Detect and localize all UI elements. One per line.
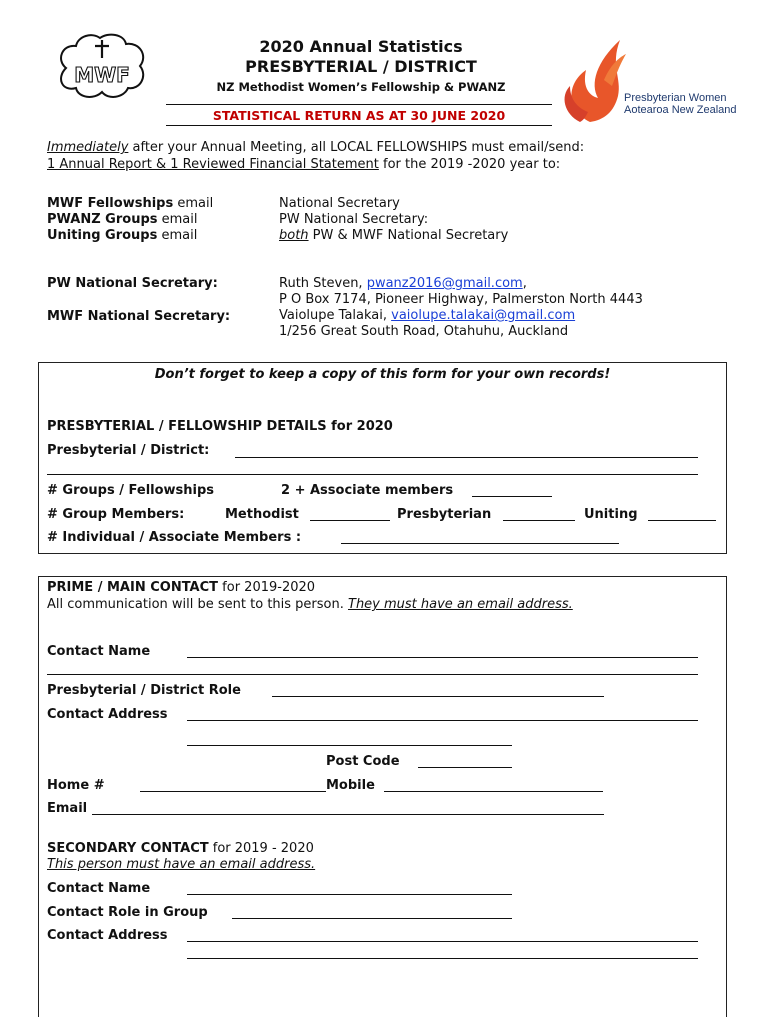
contact-address-input[interactable]	[187, 707, 698, 721]
title-line1: 2020 Annual Statistics	[259, 37, 463, 56]
contact-name-input[interactable]	[187, 644, 698, 658]
prime-heading-row	[47, 580, 315, 596]
contact-address2-label: Contact Address	[47, 928, 168, 943]
routing-target-1: PW National Secretary:	[279, 212, 429, 227]
prime-years: for 2019-2020	[218, 580, 316, 595]
secondary-note: This person must have an email address.	[47, 857, 316, 872]
members-label: # Group Members:	[47, 507, 185, 522]
district-input-line2[interactable]	[47, 461, 698, 475]
reminder-text: Don’t forget to keep a copy of this form for your own records!	[154, 367, 611, 382]
mwf-secretary-line1	[279, 308, 575, 324]
immediately-text: Immediately	[47, 140, 129, 155]
presbyterian-label: Presbyterian	[397, 507, 492, 522]
prime-heading: PRIME / MAIN CONTACT	[47, 580, 219, 595]
district-role-input[interactable]	[272, 683, 604, 697]
mwf-secretary-label: MWF National Secretary:	[47, 309, 231, 324]
secondary-heading-row	[47, 841, 314, 857]
individual-label: # Individual / Associate Members :	[47, 530, 302, 545]
routing-suffix-pwanz: email	[157, 212, 198, 227]
return-heading: STATISTICAL RETURN AS AT 30 JUNE 2020	[212, 108, 506, 123]
email-input[interactable]	[92, 801, 604, 815]
methodist-input[interactable]	[310, 507, 390, 521]
routing-row-2	[47, 228, 197, 244]
intro-line2-underlined: 1 Annual Report & 1 Reviewed Financial Statement	[47, 157, 379, 172]
contact-name2-label: Contact Name	[47, 881, 151, 896]
routing-target-2	[279, 228, 508, 244]
contact-role-label: Contact Role in Group	[47, 905, 208, 920]
presbyterian-input[interactable]	[503, 507, 575, 521]
home-label: Home #	[47, 778, 105, 793]
routing-target-2-rest: PW & MWF National Secretary	[308, 228, 509, 243]
contact-address2-input-line2[interactable]	[187, 945, 698, 959]
title-line2: PRESBYTERIAL / DISTRICT	[245, 57, 477, 76]
routing-row-0	[47, 196, 213, 212]
district-label: Presbyterial / District:	[47, 443, 210, 458]
pw-secretary-address: P O Box 7174, Pioneer Highway, Palmerston North 4443	[279, 292, 643, 307]
email-label: Email	[47, 801, 88, 816]
routing-suffix-mwf: email	[173, 196, 214, 211]
prime-note-emphasis: They must have an email address.	[348, 597, 573, 612]
pw-comma: ,	[522, 276, 527, 291]
prime-note: All communication will be sent to this person.	[47, 597, 348, 612]
subtitle: NZ Methodist Women’s Fellowship & PWANZ	[216, 80, 506, 94]
both-text: both	[279, 228, 309, 243]
uniting-input[interactable]	[648, 507, 716, 521]
groups-label: # Groups / Fellowships	[47, 483, 215, 498]
post-code-label: Post Code	[326, 754, 400, 769]
methodist-label: Methodist	[225, 507, 299, 522]
contact-address-input-line2[interactable]	[187, 732, 512, 746]
routing-target-0: National Secretary	[279, 196, 400, 211]
mwf-secretary-email-link[interactable]: vaiolupe.talakai@gmail.com	[391, 308, 576, 323]
uniting-label: Uniting	[584, 507, 638, 522]
intro-line2-rest: for the 2019 -2020 year to:	[378, 157, 561, 172]
routing-label-pwanz: PWANZ Groups	[47, 212, 158, 227]
contact-role-input[interactable]	[232, 905, 512, 919]
pw-secretary-email-link[interactable]: pwanz2016@gmail.com	[366, 276, 523, 291]
routing-suffix-uniting: email	[157, 228, 198, 243]
intro-line2	[47, 157, 560, 173]
post-code-input[interactable]	[418, 754, 512, 768]
home-input[interactable]	[140, 778, 326, 792]
details-heading: PRESBYTERIAL / FELLOWSHIP DETAILS for 2020	[47, 419, 393, 434]
contact-name2-input[interactable]	[187, 881, 512, 895]
intro-line1-rest: after your Annual Meeting, all LOCAL FELLOWSHIPS must email/send:	[128, 140, 585, 155]
contact-name-label: Contact Name	[47, 644, 151, 659]
pw-logo-line2: Aotearoa New Zealand	[624, 104, 737, 116]
intro-line1	[47, 140, 584, 156]
secondary-years: for 2019 - 2020	[208, 841, 314, 856]
prime-note-row	[47, 597, 573, 613]
title-rule-top	[166, 104, 552, 105]
title-rule-bottom	[166, 125, 552, 126]
pw-logo-line1: Presbyterian Women	[624, 92, 727, 104]
contact-address-label: Contact Address	[47, 707, 168, 722]
pw-secretary-line1	[279, 276, 527, 292]
pw-secretary-name: Ruth Steven,	[279, 276, 367, 291]
mobile-input[interactable]	[384, 778, 603, 792]
mwf-secretary-address: 1/256 Great South Road, Otahuhu, Auckland	[279, 324, 569, 339]
district-input[interactable]	[235, 444, 698, 458]
routing-label-uniting: Uniting Groups	[47, 228, 158, 243]
contact-name-input-line2[interactable]	[47, 661, 698, 675]
district-role-label: Presbyterial / District Role	[47, 683, 241, 698]
individual-input[interactable]	[341, 530, 619, 544]
associate-label: 2 + Associate members	[281, 483, 454, 498]
routing-label-mwf: MWF Fellowships	[47, 196, 174, 211]
mobile-label: Mobile	[326, 778, 375, 793]
svg-text:MWF: MWF	[74, 63, 130, 87]
contact-address2-input[interactable]	[187, 928, 698, 942]
pw-secretary-label: PW National Secretary:	[47, 276, 218, 291]
associate-input[interactable]	[472, 483, 552, 497]
secondary-heading: SECONDARY CONTACT	[47, 841, 209, 856]
mwf-secretary-name: Vaiolupe Talakai,	[279, 308, 392, 323]
routing-row-1	[47, 212, 197, 228]
